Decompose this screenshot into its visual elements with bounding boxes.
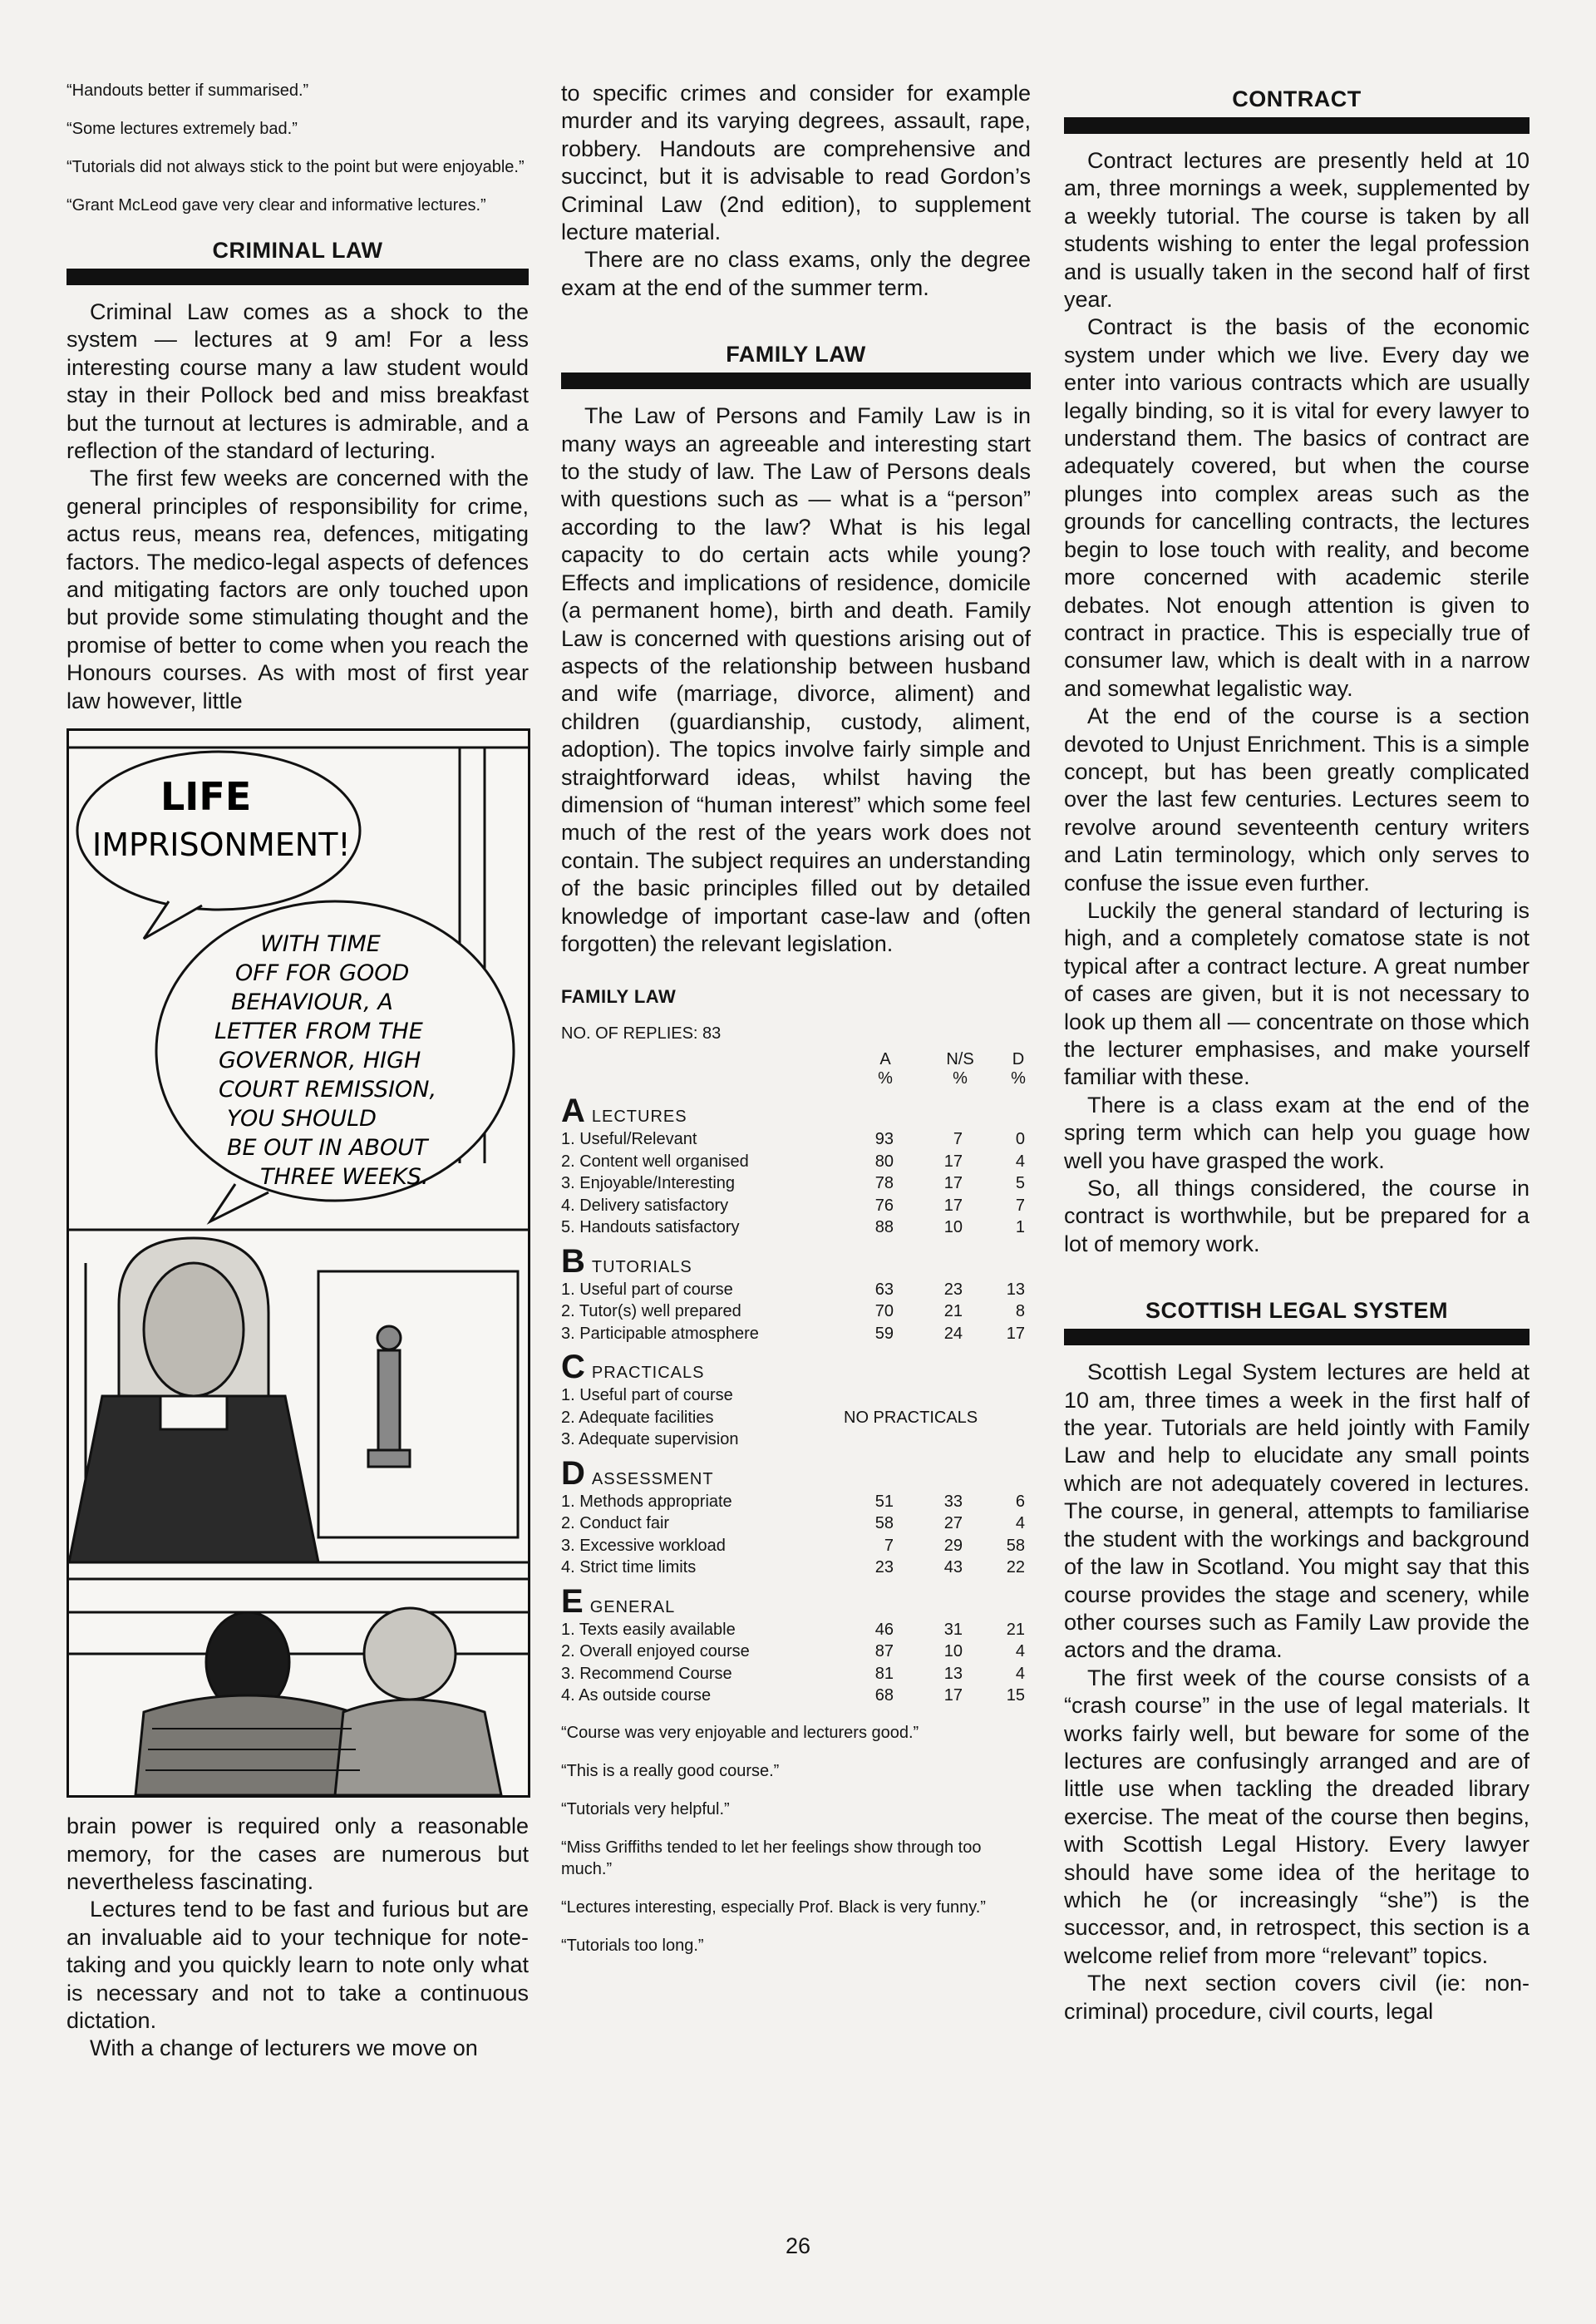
cartoon-drawing: [69, 731, 528, 1795]
survey-column-headers: [561, 1050, 1031, 1088]
not-sure-value: 7: [953, 1130, 963, 1149]
section-rule: [1064, 117, 1530, 134]
disagree-value: 5: [1015, 1174, 1025, 1193]
not-sure-value: 24: [943, 1324, 963, 1343]
agree-value: 80: [874, 1152, 894, 1171]
survey-group: [561, 1349, 1031, 1451]
criminal-continued-paragraph: to specific crimes and consider for example murder and its varying degrees, assault, rape, robbery. Handouts are comprehensive and succinct, but it is advisable to read Gordon’s Criminal Law (2nd edition), to supplement lecture material.: [561, 81, 1031, 245]
criminal-continued-paragraph: There are no class exams, only the degree exam at the end of the summer term.: [561, 247, 1031, 300]
survey-row: [561, 1128, 1031, 1151]
disagree-value: 58: [1006, 1536, 1025, 1555]
survey-group-name: ASSESSMENT: [591, 1469, 714, 1488]
pct-sign: %: [953, 1069, 968, 1088]
survey-row-label: 1. Texts easily available: [561, 1620, 736, 1639]
not-sure-value: 29: [943, 1536, 963, 1555]
bubble-text: WITH TIME: [260, 931, 381, 958]
survey-table: [561, 986, 1031, 1956]
disagree-value: 1: [1015, 1218, 1025, 1237]
survey-row-label: 4. Strict time limits: [561, 1558, 697, 1577]
survey-group-letter: D: [561, 1454, 585, 1492]
survey-row: [561, 1557, 1031, 1579]
survey-row-label: 3. Excessive workload: [561, 1536, 726, 1555]
survey-row: [561, 1663, 1031, 1685]
student-quote: “Some lectures extremely bad.”: [66, 120, 298, 138]
disagree-value: 4: [1015, 1664, 1025, 1683]
section-rule: [1064, 1329, 1530, 1345]
agree-value: 78: [874, 1174, 894, 1193]
scottish-paragraph: Scottish Legal System lectures are held at 10 am, three times a week in the first half of the year. Tutorials are held jointly with Family Law and help to elucidate any small points which are not adequately covered in lectures. The course, in general, attempts to familiarise the student with the workings and background of the law in Scotland. You might say that this course provides the stage and scenery, while other courses such as Family Law provide the actors and the drama.: [1064, 1359, 1530, 1663]
bubble-text: GOVERNOR, HIGH: [219, 1048, 421, 1074]
contract-paragraph: There is a class exam at the end of the spring term which can help you guage how well you have grasped the work.: [1064, 1092, 1530, 1173]
criminal-paragraph: Lectures tend to be fast and furious but are an invaluable aid to your technique for note-taking and you quickly learn to note only what is necessary and not to take a continuous dictation.: [66, 1897, 529, 2033]
not-sure-value: 17: [943, 1174, 963, 1193]
survey-row-label: 1. Useful/Relevant: [561, 1130, 697, 1149]
survey-quote: “Tutorials too long.”: [561, 1936, 704, 1955]
section-rule: [561, 373, 1031, 389]
survey-group-title: [561, 1244, 1031, 1279]
agree-value: 46: [874, 1620, 894, 1639]
survey-group-letter: B: [561, 1242, 585, 1280]
survey-groups: [561, 1093, 1031, 1707]
survey-group-letter: C: [561, 1349, 585, 1386]
not-sure-value: 13: [943, 1664, 963, 1683]
survey-group-title: [561, 1584, 1031, 1619]
bubble-text: IMPRISONMENT!: [92, 826, 351, 864]
criminal-law-heading: CRIMINAL LAW: [212, 238, 383, 263]
contract-paragraph: Contract lectures are presently held at 10 am, three mornings a week, supplemented by a weekly tutorial. The course is taken by all students wishing to enter the legal profession and is usually taken in the second half of first year.: [1064, 148, 1530, 313]
not-sure-value: 17: [943, 1196, 963, 1215]
survey-row-label: 2. Conduct fair: [561, 1514, 670, 1533]
disagree-value: 6: [1015, 1492, 1025, 1511]
contract-heading: CONTRACT: [1232, 86, 1362, 111]
bubble-text: LIFE: [160, 774, 252, 820]
survey-row-label: 1. Methods appropriate: [561, 1492, 732, 1511]
disagree-value: 0: [1015, 1130, 1025, 1149]
disagree-value: 15: [1006, 1686, 1025, 1705]
section-rule: [66, 269, 529, 285]
agree-value: 7: [884, 1536, 894, 1555]
cartoon-illustration: [66, 728, 530, 1798]
survey-quote: “Tutorials very helpful.”: [561, 1799, 730, 1818]
contract-paragraph: At the end of the course is a section devoted to Unjust Enrichment. This is a simple concept, but has been greatly complicated over the last few centuries. Lectures seem to revolve around seventeenth century writers and Latin terminology, which only serves to confuse the issue even further.: [1064, 703, 1530, 896]
pct-sign: %: [878, 1069, 893, 1088]
family-law-heading: FAMILY LAW: [726, 342, 866, 368]
column-left: [66, 80, 529, 2063]
bubble-text: THREE WEEKS.: [260, 1164, 429, 1191]
survey-group-letter: A: [561, 1093, 585, 1130]
contract-paragraph: Luckily the general standard of lecturing is high, and a completely comatose state is not typical after a contract lecture. A great number of cases are given, but it is not necessary to look up them all — concentrate on those which the lecturer emphasises, and make yourself familiar with these.: [1064, 897, 1530, 1090]
agree-value: 51: [874, 1492, 894, 1511]
not-sure-value: 17: [943, 1686, 963, 1705]
criminal-paragraph: The first few weeks are concerned with the general principles of responsibility for crime, actus reus, means rea, defences, mitigating factors. The medico-legal aspects of defences and mitigating factors are only touched upon but provide some stimulating thought and the promise of better to come when you reach the Honours courses. As with most of first year law however, little: [66, 466, 529, 713]
agree-value: 63: [874, 1280, 894, 1299]
survey-quote: “Lectures interesting, especially Prof. Black is very funny.”: [561, 1897, 986, 1917]
survey-row-label: 3. Recommend Course: [561, 1664, 732, 1683]
survey-row: [561, 1535, 1031, 1557]
contract-paragraph: Contract is the basis of the economic system under which we live. Every day we enter into various contracts which are usually legally binding, so it is vital for every lawyer to understand them. The basics of contract are adequately covered, but when the course plunges into complex areas such as the grounds for cancelling contracts, the lectures begin to lose touch with reality, and become more concerned with academic sterile debates. Not enough attention is given to contract in practice. This is especially true of consumer law, which is dealt with in a narrow and somewhat legalistic way.: [1064, 314, 1530, 701]
disagree-value: 21: [1006, 1620, 1025, 1639]
survey-group-name: TUTORIALS: [591, 1257, 692, 1276]
scottish-paragraph: The first week of the course consists of a “crash course” in the use of legal materials. It works fairly well, but beware for some of the lectures are confusingly arranged and are of little use when tackling the dreaded library exercise. The meat of the course then begins, with Scottish Legal History. Every lawyer should have some idea of the heritage to which he (or increasingly “she”) is the successor, and, in retrospect, this section is a welcome relief from more “relevant” topics.: [1064, 1665, 1530, 1968]
survey-quote: “Miss Griffiths tended to let her feelings show through too much.”: [561, 1838, 982, 1878]
survey-row: [561, 1279, 1031, 1301]
survey-replies: NO. OF REPLIES: 83: [561, 1024, 722, 1044]
disagree-value: 4: [1015, 1152, 1025, 1171]
survey-group-name: GENERAL: [589, 1597, 676, 1616]
survey-row: [561, 1172, 1031, 1195]
not-sure-value: 17: [943, 1152, 963, 1171]
bubble-text: BE OUT IN ABOUT: [227, 1135, 428, 1162]
disagree-value: 8: [1015, 1302, 1025, 1321]
bubble-text: YOU SHOULD: [227, 1106, 377, 1132]
col-agree: A: [879, 1050, 891, 1069]
survey-row: [561, 1641, 1031, 1663]
survey-group-title: [561, 1093, 1031, 1128]
survey-row-label: 1. Useful part of course: [561, 1386, 733, 1405]
survey-row-label: 4. As outside course: [561, 1686, 712, 1705]
survey-row-label: 2. Overall enjoyed course: [561, 1642, 750, 1661]
survey-row-label: 4. Delivery satisfactory: [561, 1196, 729, 1215]
survey-quote: “This is a really good course.”: [561, 1761, 780, 1780]
disagree-value: 4: [1015, 1514, 1025, 1533]
survey-group: [561, 1456, 1031, 1579]
disagree-value: 22: [1006, 1558, 1025, 1577]
not-sure-value: 43: [943, 1558, 963, 1577]
survey-row: [561, 1216, 1031, 1239]
survey-row: [561, 1407, 1031, 1429]
survey-row: [561, 1685, 1031, 1707]
survey-group-letter: E: [561, 1582, 584, 1620]
not-sure-value: 21: [943, 1302, 963, 1321]
agree-value: 88: [874, 1218, 894, 1237]
agree-value: 58: [874, 1514, 894, 1533]
disagree-value: 7: [1015, 1196, 1025, 1215]
survey-group-name: PRACTICALS: [591, 1364, 705, 1383]
statue-icon: [368, 1326, 410, 1467]
not-sure-value: 27: [943, 1514, 963, 1533]
survey-row-label: 3. Participable atmosphere: [561, 1324, 759, 1343]
survey-row-label: 1. Useful part of course: [561, 1280, 733, 1299]
disagree-value: 13: [1006, 1280, 1025, 1299]
prisoner-icon: [135, 1608, 501, 1795]
survey-row-label: 2. Content well organised: [561, 1152, 749, 1171]
scottish-paragraph: The next section covers civil (ie: non-criminal) procedure, civil courts, legal: [1064, 1971, 1530, 2024]
pct-sign: %: [1011, 1069, 1026, 1088]
survey-row: [561, 1151, 1031, 1173]
agree-value: 23: [874, 1558, 894, 1577]
not-sure-value: 10: [943, 1218, 963, 1237]
agree-value: 81: [874, 1664, 894, 1683]
criminal-paragraph: Criminal Law comes as a shock to the system — lectures at 9 am! For a less interesting course many a law student would stay in their Pollock bed and miss breakfast but the turnout at lectures is admirable, and a reflection of the standard of lecturing.: [66, 299, 529, 464]
disagree-value: 4: [1015, 1642, 1025, 1661]
disagree-value: 17: [1006, 1324, 1025, 1343]
criminal-paragraph: With a change of lecturers we move on: [90, 2035, 478, 2061]
survey-row: [561, 1619, 1031, 1641]
survey-group: [561, 1093, 1031, 1239]
agree-value: 76: [874, 1196, 894, 1215]
agree-value: 68: [874, 1686, 894, 1705]
bubble-text: LETTER FROM THE: [214, 1019, 423, 1045]
bubble-text: COURT REMISSION,: [219, 1077, 437, 1103]
survey-row-label: 3. Adequate supervision: [561, 1430, 739, 1449]
agree-value: 59: [874, 1324, 894, 1343]
agree-value: 87: [874, 1642, 894, 1661]
survey-row-label: 2. Tutor(s) well prepared: [561, 1302, 741, 1321]
survey-row: [561, 1512, 1031, 1535]
criminal-paragraph: brain power is required only a reasonable memory, for the cases are numerous but nevertheless fascinating.: [66, 1813, 529, 1894]
no-practicals-note: NO PRACTICALS: [844, 1408, 978, 1427]
agree-value: 93: [874, 1130, 894, 1149]
family-paragraph: The Law of Persons and Family Law is in many ways an agreeable and interesting start to the study of law. The Law of Persons deals with questions such as — what is a “person” according to the law? What is his legal capacity to do certain acts while young? Effects and implications of residence, domicile (a permanent home), birth and death. Family Law is concerned with questions arising out of aspects of the relationship between husband and wife (marriage, divorce, aliment) and children (guardianship, custody, aliment, adoption). The topics involve fairly simple and straightforward ideas, whilst having the dimension of “human interest” which some feel much of the rest of the years work does not contain. The subject requires an understanding of the basic principles filled out by detailed knowledge of important case-law and (often forgotten) the relevant legislation.: [561, 403, 1031, 956]
survey-group: [561, 1244, 1031, 1345]
not-sure-value: 10: [943, 1642, 963, 1661]
bubble-text: BEHAVIOUR, A: [231, 989, 393, 1016]
survey-group-title: [561, 1456, 1031, 1491]
bubble-text: OFF FOR GOOD: [235, 960, 410, 987]
survey-quote: “Course was very enjoyable and lecturers good.”: [561, 1723, 919, 1742]
survey-row: [561, 1300, 1031, 1323]
survey-row: [561, 1323, 1031, 1345]
survey-row: [561, 1428, 1031, 1451]
not-sure-value: 23: [943, 1280, 963, 1299]
survey-quotes: [561, 1722, 1031, 1956]
judge-icon: [69, 1238, 318, 1562]
student-quote: “Handouts better if summarised.”: [66, 81, 309, 100]
survey-group-name: LECTURES: [591, 1108, 687, 1127]
not-sure-value: 33: [943, 1492, 963, 1511]
survey-row-label: 2. Adequate facilities: [561, 1408, 714, 1427]
agree-value: 70: [874, 1302, 894, 1321]
col-disagree: D: [1012, 1050, 1025, 1069]
student-quote: “Tutorials did not always stick to the point but were enjoyable.”: [66, 158, 525, 176]
page-number: 26: [785, 2233, 811, 2258]
survey-row: [561, 1195, 1031, 1217]
contract-paragraph: So, all things considered, the course in contract is worthwhile, but be prepared for a lot of memory work.: [1064, 1176, 1530, 1256]
column-middle: [561, 80, 1031, 1973]
survey-group-title: [561, 1349, 1031, 1384]
student-quote: “Grant McLeod gave very clear and informative lectures.”: [66, 196, 486, 215]
scottish-legal-system-heading: SCOTTISH LEGAL SYSTEM: [1145, 1298, 1449, 1324]
survey-row: [561, 1491, 1031, 1513]
survey-row-label: 3. Enjoyable/Interesting: [561, 1174, 736, 1193]
survey-group: [561, 1584, 1031, 1707]
survey-row-label: 5. Handouts satisfactory: [561, 1218, 740, 1237]
not-sure-value: 31: [943, 1620, 963, 1639]
survey-row: [561, 1384, 1031, 1407]
survey-title: FAMILY LAW: [561, 986, 677, 1008]
col-not-sure: N/S: [946, 1050, 974, 1069]
column-right: [1064, 80, 1530, 2025]
